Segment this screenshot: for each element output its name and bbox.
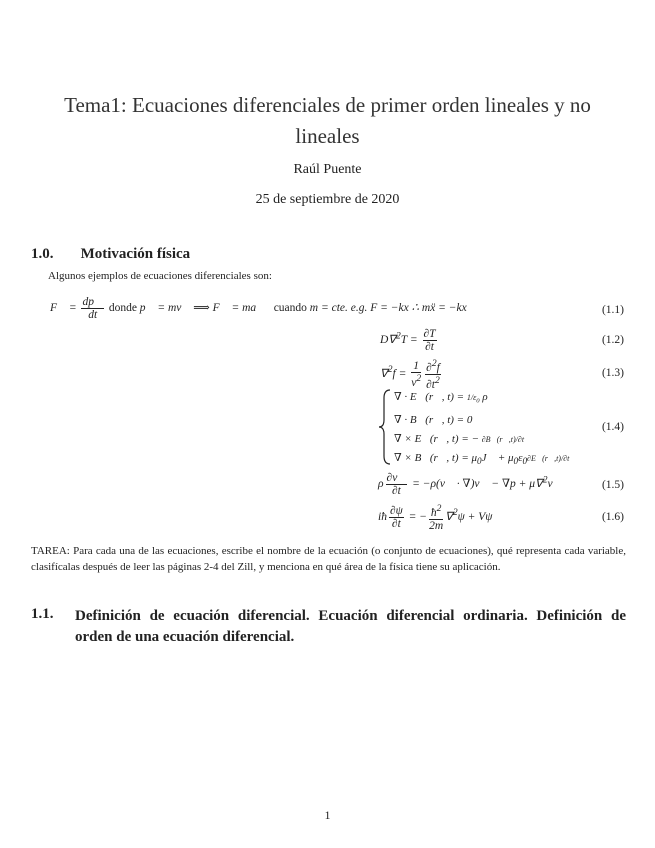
equation-number-1-6: (1.6) — [601, 511, 624, 523]
brace-icon — [378, 388, 392, 466]
equation-1-5: ρ $\frac{\partial v⃗}{\partial t}$ = −ρ(v⃗ · ∇)v⃗ − ∇p + μ∇$^2$v⃗ — [378, 472, 562, 497]
section-title: Definición de ecuación diferencial. Ecuación diferencial ordinaria. Definición de orden de una ecuación diferencial. — [75, 608, 626, 645]
equation-1-6: iħ $\frac{\partial\psi}{\partial t}$ = − $\frac{ħ^2}{2m}$ ∇$^2$ψ + Vψ — [378, 503, 493, 532]
section-heading-1-1 — [31, 606, 626, 648]
section-number: 1.0. — [31, 246, 54, 262]
section-title: Motivación física — [80, 246, 191, 262]
eq1-cuando: cuando — [273, 302, 307, 315]
section-heading-1-0 — [31, 243, 190, 263]
eq1-cte: cte. e.g. — [331, 302, 368, 315]
document-author: Raúl Puente — [293, 162, 362, 177]
section-number: 1.1. — [31, 606, 54, 622]
intro-text: Algunos ejemplos de ecuaciones diferenciales son: — [48, 270, 272, 282]
document-title: Tema1: Ecuaciones diferenciales de primer orden lineales y no lineales — [64, 93, 591, 148]
equation-number-1-1: (1.1) — [601, 304, 624, 316]
equation-1-1: F⃗ = $\frac{dp⃗}{dt}$ donde p⃗ = mv⃗ ⟹ F⃗ = ma⃗ cuando m = cte. e.g. F = −kx ∴ mẍ = −kx — [50, 296, 467, 321]
equation-1-3: ∇$^2$f = $\frac{1}{v^2}$ $\frac{\partial^2f}{\partial t^2}$ — [380, 358, 440, 391]
equation-number-1-2: (1.2) — [601, 334, 624, 346]
equation-number-1-3: (1.3) — [601, 367, 624, 379]
equation-number-1-5: (1.5) — [601, 479, 624, 491]
eq1-donde: donde — [108, 302, 137, 315]
document-date: 25 de septiembre de 2020 — [255, 192, 400, 207]
equation-1-2: D∇$^2$T = $\frac{\partial T}{\partial t}$ — [380, 328, 436, 353]
equation-number-1-4: (1.4) — [601, 421, 624, 433]
tarea-paragraph: TAREA: Para cada una de las ecuaciones, escribe el nombre de la ecuación (o conjunto de ecuaciones), qué representa cada variable, clasifícalas después de leer las páginas 2-4 del Zill, y menciona en qué área de la física tiene su aplicación. — [31, 545, 626, 573]
page-number: 1 — [324, 808, 331, 822]
